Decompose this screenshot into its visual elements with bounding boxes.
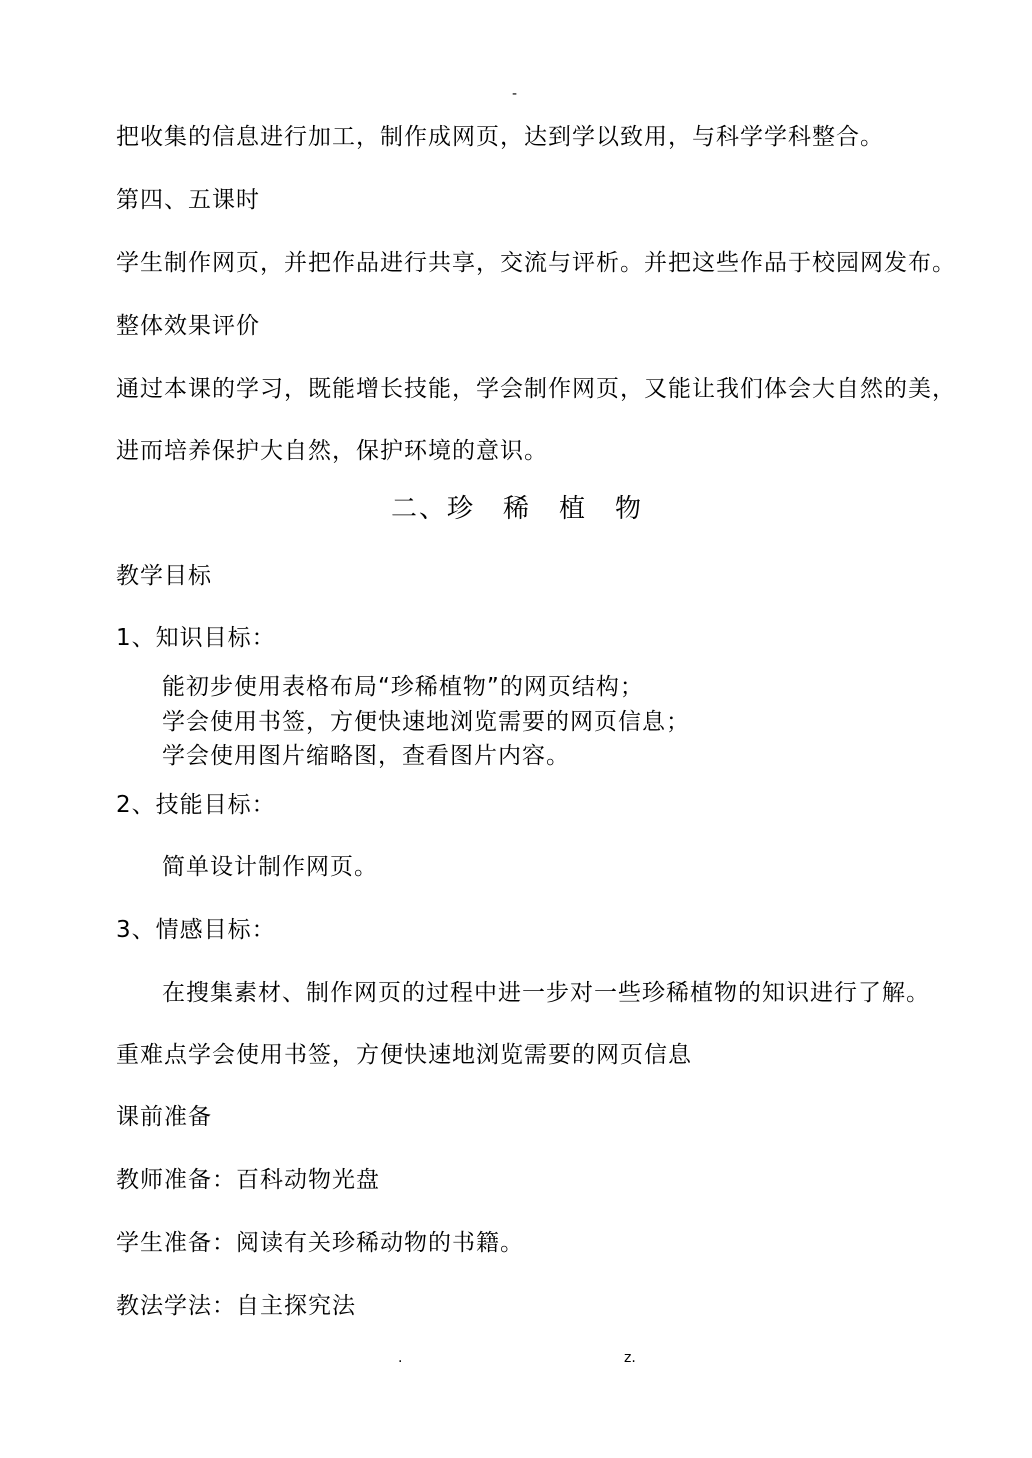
goal-3-item: 在搜集素材、制作网页的过程中进一步对一些珍稀植物的知识进行了解。 [162, 980, 930, 1006]
section-title: 二、珍 稀 植 物 [391, 494, 644, 524]
paragraph-3-line-1: 通过本课的学习，既能增长技能，学会制作网页，又能让我们体会大自然的美， [116, 376, 956, 402]
key-points: 重难点学会使用书签，方便快速地浏览需要的网页信息 [116, 1042, 692, 1068]
goal-1-item: 能初步使用表格布局“珍稀植物”的网页结构； [162, 674, 644, 700]
paragraph-1: 把收集的信息进行加工，制作成网页，达到学以致用，与科学学科整合。 [116, 124, 884, 150]
goal-3-heading: 3、情感目标： [116, 917, 276, 943]
prep-heading: 课前准备 [116, 1104, 212, 1130]
method: 教法学法：自主探究法 [116, 1293, 356, 1319]
goal-1-item: 学会使用图片缩略图，查看图片内容。 [162, 743, 570, 769]
goal-1-item: 学会使用书签，方便快速地浏览需要的网页信息； [162, 709, 690, 735]
goal-2-item: 简单设计制作网页。 [162, 854, 378, 880]
paragraph-3-line-2: 进而培养保护大自然，保护环境的意识。 [116, 438, 548, 464]
overall-eval-heading: 整体效果评价 [116, 313, 260, 339]
goal-2-heading: 2、技能目标： [116, 792, 276, 818]
footer-left-mark: . [398, 1350, 403, 1366]
footer-right-mark: z. [624, 1350, 636, 1366]
header-mark: - [512, 86, 518, 102]
goal-1-heading: 1、知识目标： [116, 625, 276, 651]
paragraph-2: 学生制作网页，并把作品进行共享，交流与评析。并把这些作品于校园网发布。 [116, 250, 956, 276]
lesson-heading: 第四、五课时 [116, 187, 260, 213]
student-prep: 学生准备：阅读有关珍稀动物的书籍。 [116, 1230, 524, 1256]
teacher-prep: 教师准备：百科动物光盘 [116, 1167, 380, 1193]
teaching-goals-heading: 教学目标 [116, 563, 212, 589]
